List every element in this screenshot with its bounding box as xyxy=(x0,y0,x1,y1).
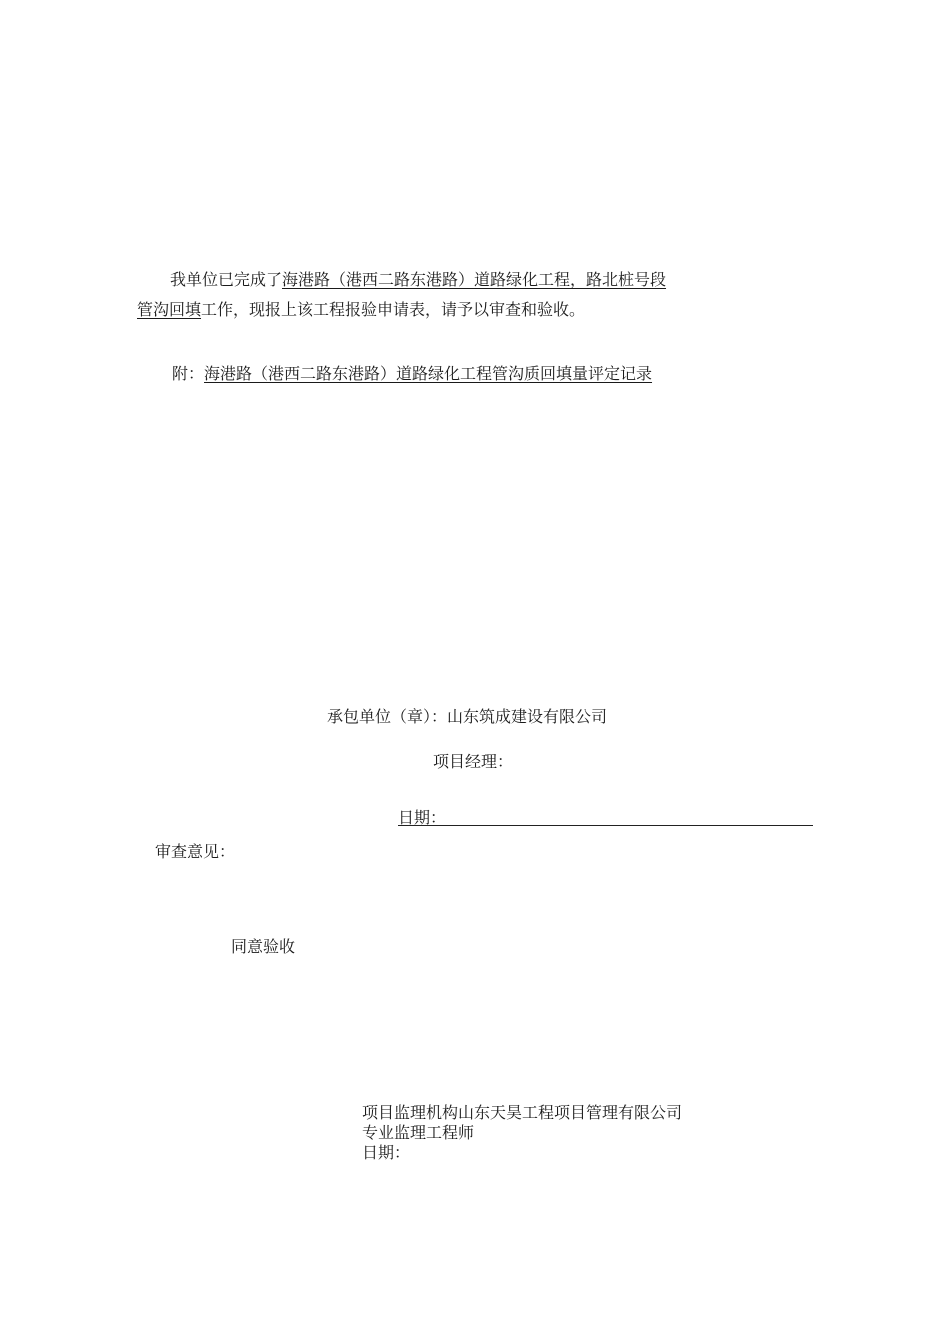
supervision-engineer-label: 专业监理工程师 xyxy=(362,1123,475,1142)
application-line-2 xyxy=(137,299,585,322)
attachment-label: 附： xyxy=(172,364,205,383)
review-label: 审查意见： xyxy=(155,842,236,861)
contractor-name: 山东筑成建设有限公司 xyxy=(447,707,608,726)
work-item: 管沟回填 xyxy=(137,300,202,319)
project-manager-label: 项目经理： xyxy=(433,752,514,771)
application-line-1 xyxy=(170,269,666,292)
attachment-title: 海港路（港西二路东港路）道路绿化工程管沟质回填量评定记录 xyxy=(204,364,653,383)
application-prefix: 我单位已完成了 xyxy=(170,270,283,289)
project-name: 海港路（港西二路东港路）道路绿化工程，路北桩号段 xyxy=(282,270,667,289)
attachment-line xyxy=(172,363,652,386)
review-opinion: 同意验收 xyxy=(231,937,296,956)
contractor-line xyxy=(327,706,607,729)
supervision-org-name: 山东天昊工程项目管理有限公司 xyxy=(458,1103,683,1122)
contractor-date-label: 日期： xyxy=(398,808,447,827)
supervision-date-label: 日期： xyxy=(362,1143,411,1162)
contractor-label: 承包单位（章）： xyxy=(327,707,448,726)
application-suffix: 工作，现报上该工程报验申请表，请予以审查和验收。 xyxy=(201,300,586,319)
contractor-date-line xyxy=(398,825,813,826)
supervision-org-label: 项目监理机构 xyxy=(362,1103,459,1122)
